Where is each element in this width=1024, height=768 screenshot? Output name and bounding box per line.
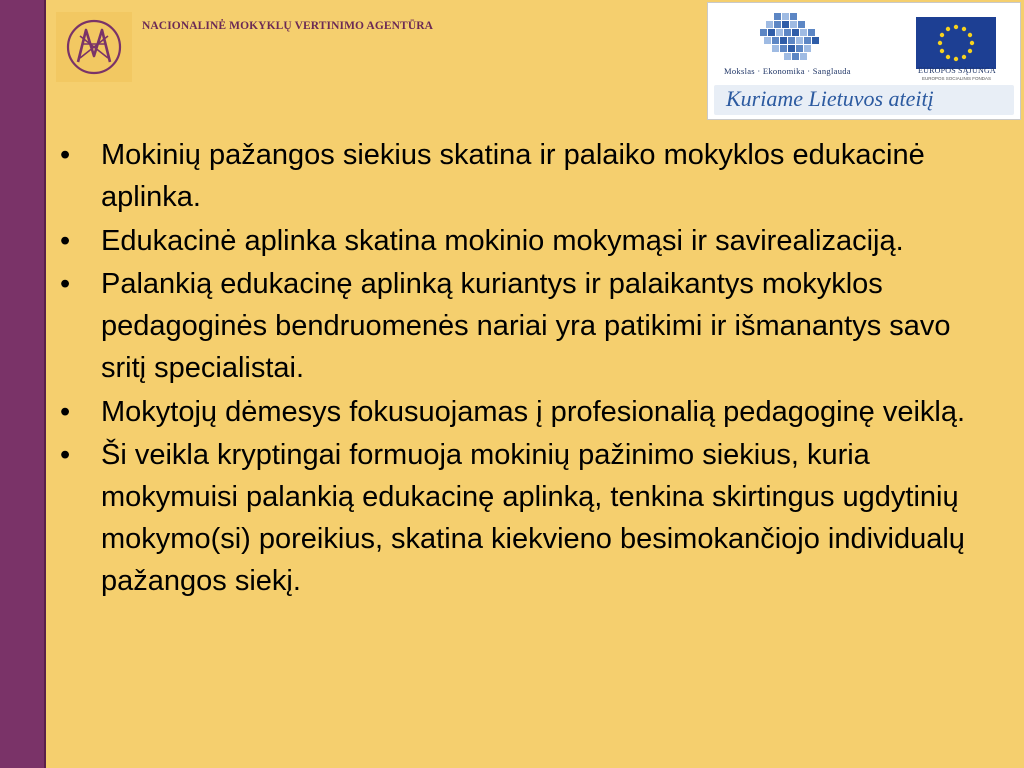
- mosaic-icon: [760, 13, 824, 65]
- bullet-item: [60, 220, 990, 262]
- bullet-text: Edukacinė aplinka skatina mokinio mokymąsi ir savirealizaciją.: [101, 224, 904, 257]
- agency-name: NACIONALINĖ MOKYKLŲ VERTINIMO AGENTŪRA: [142, 20, 434, 32]
- bullet-item: [60, 263, 990, 389]
- partner-caption: Mokslas · Ekonomika · Sanglauda: [724, 66, 851, 76]
- bullet-text: Mokytojų dėmesys fokusuojamas į profesionalią pedagoginę veiklą.: [101, 395, 966, 428]
- bullet-icon: •: [60, 268, 71, 300]
- bullet-icon: •: [60, 139, 71, 171]
- eu-name: EUROPOS SĄJUNGA: [918, 66, 996, 75]
- partner-logo-panel: [707, 2, 1021, 120]
- bullet-list: [60, 134, 990, 604]
- bullet-item: [60, 391, 990, 433]
- bullet-text: Mokinių pažangos siekius skatina ir palaiko mokyklos edukacinė aplinka.: [101, 139, 925, 213]
- eu-flag-icon: [916, 17, 996, 69]
- agency-monogram-logo: [56, 12, 132, 82]
- bullet-item: [60, 134, 990, 218]
- eu-subtitle: EUROPOS SOCIALINIS FONDAS: [922, 76, 992, 81]
- bullet-icon: •: [60, 439, 71, 471]
- bullet-icon: •: [60, 224, 71, 257]
- side-decoration-bar: [0, 0, 46, 768]
- slogan: Kuriame Lietuvos ateitį: [726, 86, 934, 111]
- bullet-item: [60, 434, 990, 602]
- bullet-text: Palankią edukacinę aplinką kuriantys ir palaikantys mokyklos pedagoginės bendruomenės nariai yra patikimi ir išmanantys savo sritį specialistai.: [101, 268, 951, 384]
- bullet-icon: •: [60, 395, 71, 428]
- bullet-text: Ši veikla kryptingai formuoja mokinių pažinimo siekius, kuria mokymuisi palankią edukacinę aplinką, tenkina skirtingus ugdytinių mokymo(si) poreikius, skatina kiekvieno besimokančiojo individualų pažangos siekį.: [101, 439, 965, 597]
